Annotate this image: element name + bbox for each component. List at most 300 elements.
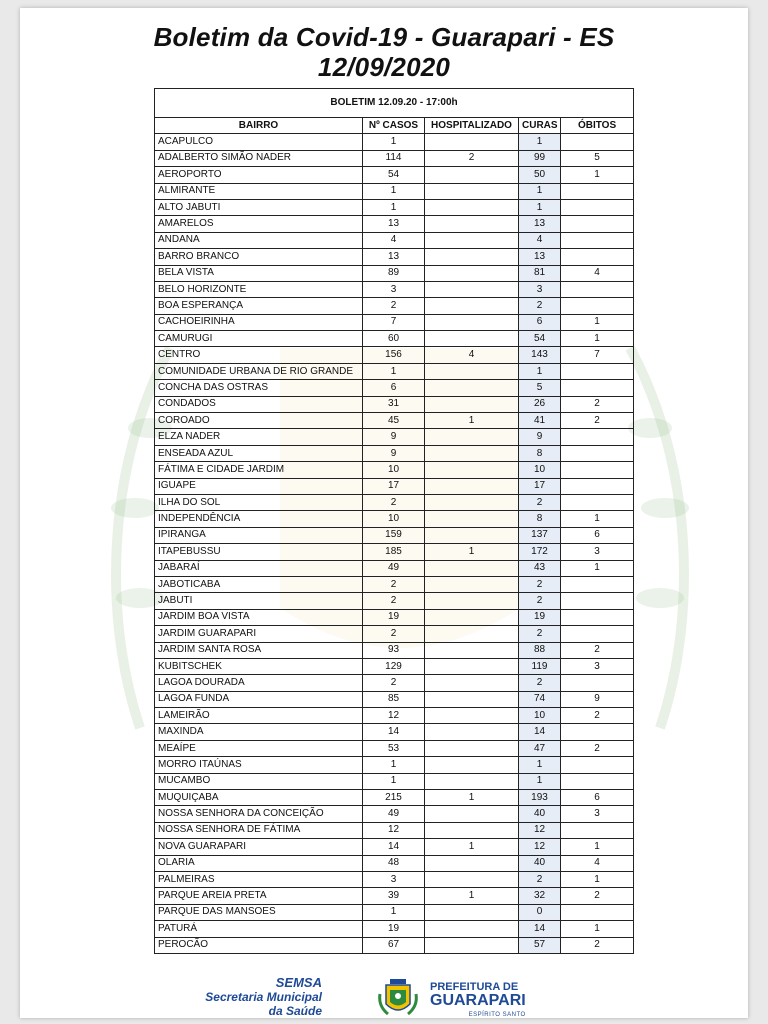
table-row [155,691,634,707]
cell-casos: 159 [363,527,425,543]
cell-hospitalizado [425,593,519,609]
cell-obitos: 4 [561,855,634,871]
cell-bairro: JABARAÍ [155,560,363,576]
document-page [20,8,748,1018]
cell-bairro: ENSEADA AZUL [155,445,363,461]
cell-casos: 1 [363,757,425,773]
cell-curas: 81 [519,265,561,281]
cell-curas: 12 [519,822,561,838]
cell-hospitalizado [425,642,519,658]
cell-bairro: IPIRANGA [155,527,363,543]
table-row [155,331,634,347]
cell-curas: 1 [519,134,561,150]
table-row [155,281,634,297]
cell-curas: 13 [519,216,561,232]
city-crest-icon [376,976,420,1020]
cell-casos: 6 [363,380,425,396]
table-row [155,888,634,904]
cell-casos: 3 [363,281,425,297]
cell-obitos: 1 [561,871,634,887]
table-row [155,216,634,232]
cell-bairro: PALMEIRAS [155,871,363,887]
table-row [155,462,634,478]
cell-hospitalizado [425,560,519,576]
cell-obitos: 1 [561,331,634,347]
cell-hospitalizado [425,740,519,756]
table-row [155,380,634,396]
cell-bairro: BELO HORIZONTE [155,281,363,297]
cell-obitos: 1 [561,314,634,330]
cell-obitos: 3 [561,544,634,560]
table-row [155,593,634,609]
cell-obitos: 2 [561,888,634,904]
cell-casos: 49 [363,560,425,576]
document-title: Boletim da Covid-19 - Guarapari - ES [153,22,615,52]
cell-obitos [561,478,634,494]
covid-table [154,88,634,954]
cell-casos: 1 [363,773,425,789]
cell-curas: 193 [519,790,561,806]
footer [20,976,748,1020]
cell-hospitalizado: 1 [425,544,519,560]
cell-obitos: 3 [561,806,634,822]
table-row [155,429,634,445]
cell-casos: 12 [363,822,425,838]
cell-hospitalizado: 2 [425,150,519,166]
cell-bairro: LAGOA DOURADA [155,675,363,691]
cell-obitos: 2 [561,740,634,756]
cell-casos: 60 [363,331,425,347]
cell-casos: 67 [363,937,425,953]
cell-obitos: 6 [561,790,634,806]
cell-curas: 1 [519,363,561,379]
cell-hospitalizado [425,199,519,215]
cell-obitos: 2 [561,937,634,953]
cell-curas: 172 [519,544,561,560]
cell-hospitalizado [425,298,519,314]
cell-hospitalizado [425,626,519,642]
cell-bairro: LAGOA FUNDA [155,691,363,707]
cell-casos: 9 [363,429,425,445]
cell-obitos [561,232,634,248]
cell-curas: 50 [519,167,561,183]
cell-curas: 54 [519,331,561,347]
cell-curas: 1 [519,773,561,789]
cell-curas: 2 [519,675,561,691]
cell-obitos: 7 [561,347,634,363]
cell-obitos [561,593,634,609]
cell-bairro: BELA VISTA [155,265,363,281]
cell-obitos: 5 [561,150,634,166]
header-curas: CURAS [519,118,561,134]
cell-bairro: ELZA NADER [155,429,363,445]
document-date: 12/09/2020 [317,52,451,82]
cell-bairro: ALMIRANTE [155,183,363,199]
cell-casos: 2 [363,593,425,609]
cell-hospitalizado [425,134,519,150]
cell-hospitalizado [425,757,519,773]
cell-casos: 13 [363,249,425,265]
table-row [155,790,634,806]
cell-curas: 74 [519,691,561,707]
cell-casos: 48 [363,855,425,871]
table-row [155,314,634,330]
cell-curas: 41 [519,413,561,429]
cell-bairro: LAMEIRÃO [155,708,363,724]
cell-bairro: CONCHA DAS OSTRAS [155,380,363,396]
cell-hospitalizado [425,232,519,248]
cell-hospitalizado [425,363,519,379]
cell-obitos [561,626,634,642]
cell-obitos [561,429,634,445]
cell-hospitalizado [425,281,519,297]
cell-bairro: COROADO [155,413,363,429]
cell-obitos [561,822,634,838]
table-row [155,511,634,527]
cell-bairro: ALTO JABUTI [155,199,363,215]
cell-obitos: 2 [561,413,634,429]
cell-bairro: MUCAMBO [155,773,363,789]
cell-casos: 85 [363,691,425,707]
cell-hospitalizado [425,822,519,838]
cell-bairro: BARRO BRANCO [155,249,363,265]
cell-curas: 32 [519,888,561,904]
cell-curas: 4 [519,232,561,248]
cell-bairro: NOSSA SENHORA DE FÁTIMA [155,822,363,838]
cell-bairro: FÁTIMA E CIDADE JARDIM [155,462,363,478]
cell-hospitalizado: 1 [425,413,519,429]
cell-obitos: 9 [561,691,634,707]
table-row [155,560,634,576]
table-row [155,576,634,592]
cell-obitos [561,249,634,265]
cell-curas: 17 [519,478,561,494]
table-row [155,773,634,789]
cell-casos: 2 [363,675,425,691]
cell-obitos [561,462,634,478]
cell-curas: 57 [519,937,561,953]
cell-casos: 1 [363,134,425,150]
table-caption: BOLETIM 12.09.20 - 17:00h [155,89,634,118]
cell-curas: 6 [519,314,561,330]
cell-obitos [561,199,634,215]
cell-casos: 9 [363,445,425,461]
cell-casos: 3 [363,871,425,887]
table-row [155,871,634,887]
cell-hospitalizado [425,478,519,494]
cell-bairro: KUBITSCHEK [155,658,363,674]
cell-curas: 119 [519,658,561,674]
table-row [155,806,634,822]
cell-obitos [561,363,634,379]
table-row [155,249,634,265]
cell-obitos [561,183,634,199]
cell-bairro: AMARELOS [155,216,363,232]
cell-casos: 2 [363,298,425,314]
cell-hospitalizado [425,429,519,445]
cell-curas: 1 [519,757,561,773]
cell-bairro: BOA ESPERANÇA [155,298,363,314]
cell-hospitalizado [425,658,519,674]
cell-obitos [561,134,634,150]
cell-curas: 88 [519,642,561,658]
table-row [155,740,634,756]
cell-curas: 10 [519,708,561,724]
table-row [155,183,634,199]
semsa-logo [205,976,322,1018]
table-row [155,363,634,379]
cell-obitos: 1 [561,167,634,183]
cell-casos: 1 [363,904,425,920]
cell-casos: 114 [363,150,425,166]
cell-hospitalizado [425,576,519,592]
cell-hospitalizado [425,691,519,707]
cell-obitos [561,675,634,691]
table-row [155,708,634,724]
cell-hospitalizado [425,511,519,527]
cell-bairro: ANDANA [155,232,363,248]
cell-curas: 0 [519,904,561,920]
cell-obitos: 6 [561,527,634,543]
prefeitura-line2: GUARAPARI [430,992,526,1009]
cell-hospitalizado [425,773,519,789]
cell-casos: 13 [363,216,425,232]
prefeitura-line3: ESPÍRITO SANTO [468,1012,526,1018]
cell-casos: 49 [363,806,425,822]
cell-obitos: 3 [561,658,634,674]
header-hospitalizado: HOSPITALIZADO [425,118,519,134]
cell-bairro: AEROPORTO [155,167,363,183]
table-row [155,658,634,674]
cell-hospitalizado [425,724,519,740]
cell-casos: 54 [363,167,425,183]
cell-bairro: ILHA DO SOL [155,494,363,510]
cell-obitos [561,298,634,314]
cell-bairro: JARDIM SANTA ROSA [155,642,363,658]
cell-curas: 10 [519,462,561,478]
cell-casos: 17 [363,478,425,494]
semsa-line1: Secretaria Municipal [205,990,322,1004]
cell-curas: 8 [519,445,561,461]
cell-hospitalizado: 4 [425,347,519,363]
header-bairro: BAIRRO [155,118,363,134]
table-row [155,413,634,429]
cell-casos: 1 [363,199,425,215]
header-casos: Nº CASOS [363,118,425,134]
cell-obitos [561,609,634,625]
table-row [155,527,634,543]
cell-curas: 1 [519,183,561,199]
table-row [155,904,634,920]
cell-bairro: CAMURUGI [155,331,363,347]
cell-curas: 2 [519,494,561,510]
cell-bairro: CACHOEIRINHA [155,314,363,330]
cell-curas: 99 [519,150,561,166]
cell-casos: 93 [363,642,425,658]
cell-hospitalizado [425,445,519,461]
cell-casos: 45 [363,413,425,429]
table-row [155,724,634,740]
cell-curas: 2 [519,593,561,609]
cell-casos: 12 [363,708,425,724]
cell-bairro: ACAPULCO [155,134,363,150]
table-row [155,150,634,166]
cell-hospitalizado: 1 [425,888,519,904]
cell-bairro: PARQUE DAS MANSOES [155,904,363,920]
cell-hospitalizado [425,183,519,199]
cell-casos: 53 [363,740,425,756]
cell-hospitalizado [425,462,519,478]
cell-curas: 40 [519,855,561,871]
cell-curas: 2 [519,576,561,592]
cell-casos: 2 [363,626,425,642]
table-row [155,757,634,773]
cell-bairro: JARDIM BOA VISTA [155,609,363,625]
cell-curas: 1 [519,199,561,215]
cell-obitos [561,724,634,740]
table-row [155,298,634,314]
prefeitura-logo [430,980,526,1022]
cell-hospitalizado [425,708,519,724]
cell-bairro: PARQUE AREIA PRETA [155,888,363,904]
cell-casos: 1 [363,363,425,379]
cell-casos: 215 [363,790,425,806]
cell-casos: 4 [363,232,425,248]
table-row [155,609,634,625]
cell-bairro: MORRO ITAÚNAS [155,757,363,773]
semsa-acronym: SEMSA [275,975,322,990]
cell-hospitalizado [425,314,519,330]
cell-curas: 137 [519,527,561,543]
cell-bairro: ITAPEBUSSU [155,544,363,560]
cell-bairro: CENTRO [155,347,363,363]
cell-hospitalizado [425,904,519,920]
cell-casos: 2 [363,576,425,592]
cell-curas: 2 [519,626,561,642]
table-row [155,855,634,871]
cell-bairro: IGUAPE [155,478,363,494]
cell-bairro: MUQUIÇABA [155,790,363,806]
cell-casos: 31 [363,396,425,412]
cell-bairro: MAXINDA [155,724,363,740]
cell-bairro: JABUTI [155,593,363,609]
cell-casos: 14 [363,839,425,855]
cell-casos: 10 [363,462,425,478]
cell-bairro: PEROCÃO [155,937,363,953]
cell-casos: 156 [363,347,425,363]
cell-casos: 7 [363,314,425,330]
table-row [155,396,634,412]
cell-obitos [561,757,634,773]
cell-casos: 14 [363,724,425,740]
cell-obitos: 1 [561,839,634,855]
cell-bairro: INDEPENDÊNCIA [155,511,363,527]
cell-obitos [561,576,634,592]
cell-casos: 1 [363,183,425,199]
cell-obitos [561,494,634,510]
cell-bairro: OLARIA [155,855,363,871]
cell-hospitalizado [425,871,519,887]
cell-hospitalizado [425,396,519,412]
cell-hospitalizado [425,380,519,396]
cell-bairro: NOSSA SENHORA DA CONCEIÇÃO [155,806,363,822]
table-row [155,494,634,510]
cell-obitos: 1 [561,921,634,937]
cell-curas: 14 [519,724,561,740]
table-row [155,921,634,937]
cell-hospitalizado [425,216,519,232]
table-row [155,675,634,691]
table-row [155,478,634,494]
cell-hospitalizado [425,675,519,691]
cell-hospitalizado: 1 [425,790,519,806]
table-row [155,199,634,215]
table-row [155,347,634,363]
cell-casos: 10 [363,511,425,527]
table-row [155,937,634,953]
cell-hospitalizado: 1 [425,839,519,855]
cell-curas: 14 [519,921,561,937]
cell-curas: 2 [519,298,561,314]
cell-obitos: 4 [561,265,634,281]
cell-obitos: 1 [561,511,634,527]
cell-curas: 3 [519,281,561,297]
table-row [155,839,634,855]
cell-casos: 39 [363,888,425,904]
table-row [155,232,634,248]
cell-obitos: 1 [561,560,634,576]
table-row [155,167,634,183]
cell-curas: 13 [519,249,561,265]
cell-obitos: 2 [561,642,634,658]
cell-obitos: 2 [561,396,634,412]
table-row [155,265,634,281]
table-row [155,642,634,658]
cell-curas: 19 [519,609,561,625]
cell-curas: 2 [519,871,561,887]
cell-casos: 19 [363,921,425,937]
cell-bairro: PATURÁ [155,921,363,937]
cell-obitos [561,216,634,232]
cell-bairro: JARDIM GUARAPARI [155,626,363,642]
table-row [155,134,634,150]
cell-bairro: CONDADOS [155,396,363,412]
cell-curas: 12 [519,839,561,855]
cell-curas: 43 [519,560,561,576]
table-row [155,822,634,838]
cell-curas: 40 [519,806,561,822]
cell-hospitalizado [425,937,519,953]
cell-hospitalizado [425,331,519,347]
prefeitura-line1: PREFEITURA DE [430,981,519,993]
cell-casos: 129 [363,658,425,674]
table-row [155,626,634,642]
cell-hospitalizado [425,249,519,265]
table-row [155,445,634,461]
cell-hospitalizado [425,167,519,183]
cell-bairro: COMUNIDADE URBANA DE RIO GRANDE [155,363,363,379]
cell-hospitalizado [425,494,519,510]
cell-obitos [561,445,634,461]
cell-hospitalizado [425,806,519,822]
cell-curas: 9 [519,429,561,445]
cell-bairro: MEAÍPE [155,740,363,756]
cell-obitos [561,904,634,920]
cell-hospitalizado [425,527,519,543]
cell-bairro: ADALBERTO SIMÃO NADER [155,150,363,166]
cell-obitos: 2 [561,708,634,724]
semsa-line2: da Saúde [268,1004,322,1018]
